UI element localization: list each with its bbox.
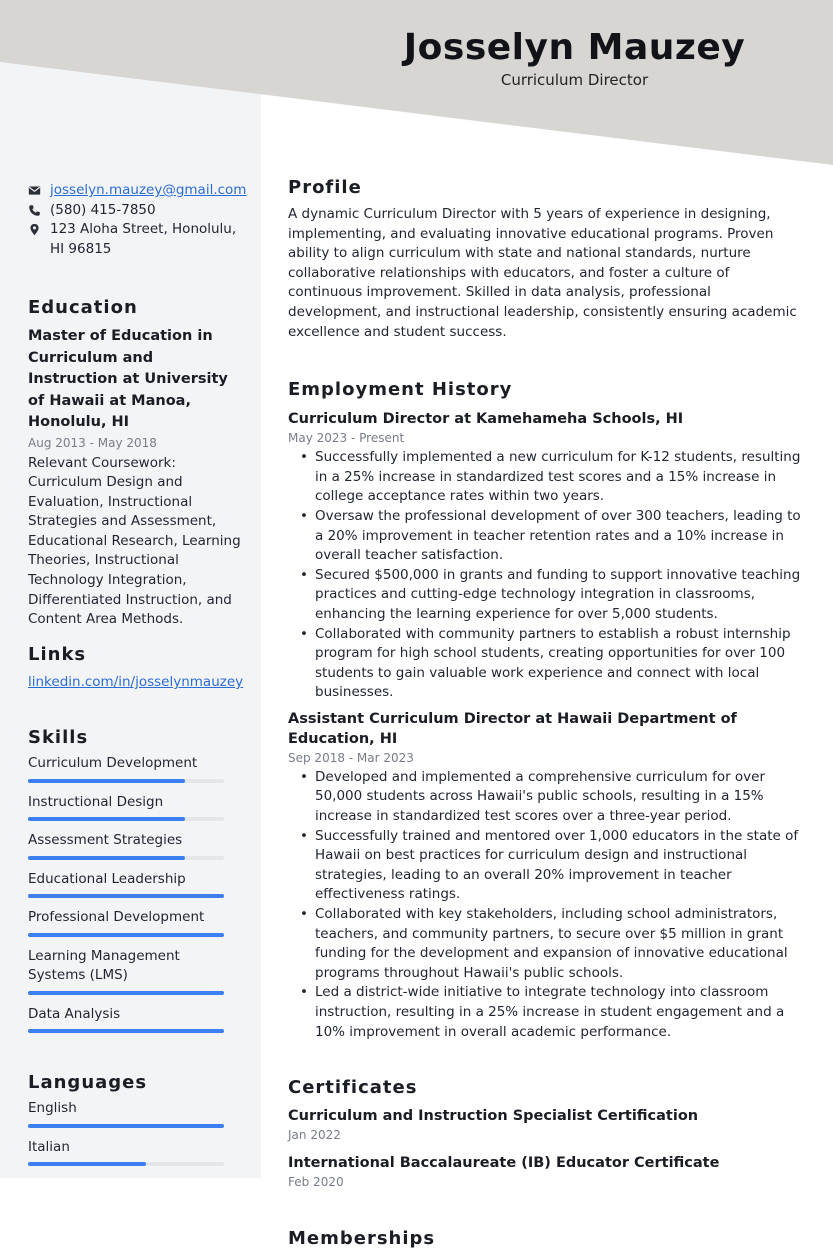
language-level-fill: [28, 1124, 224, 1128]
certificate-title: Curriculum and Instruction Specialist Certification: [288, 1108, 699, 1125]
skill-name: Curriculum Development: [28, 755, 198, 771]
skill-level-fill: [28, 856, 185, 860]
job-entry: [288, 709, 803, 1042]
skill-item: [28, 793, 224, 822]
skill-name: Learning Management Systems (LMS): [28, 947, 180, 983]
job-entry: [288, 409, 803, 703]
language-name: Italian: [28, 1138, 70, 1155]
links-section: [28, 643, 243, 692]
language-item: [28, 1099, 224, 1128]
language-item: [28, 1138, 224, 1167]
skill-name: Instructional Design: [28, 793, 164, 810]
language-level-bar: [28, 1162, 224, 1166]
skill-level-fill: [28, 779, 185, 783]
job-bullets: [288, 448, 803, 703]
memberships-section: [288, 1227, 803, 1251]
list-item: • Collaborated with community partners to establish a robust internship program for high school students, creating opportunities for over 100 students to gain valuable work experience and connect with local businesses.: [288, 625, 803, 703]
list-item: • Collaborated with key stakeholders, including school administrators, teachers, and community partners, to secure over $5 million in grant funding for the development and expansion of innovative educational programs throughout Hawaii's public schools.: [288, 905, 803, 983]
candidate-role: Curriculum Director: [500, 71, 649, 89]
profile-heading: Profile: [288, 177, 362, 198]
phone-number: (580) 415-7850: [50, 201, 156, 218]
skill-name: Data Analysis: [28, 1005, 121, 1022]
education-dates: Aug 2013 - May 2018: [28, 435, 157, 450]
address: [50, 220, 236, 259]
list-item: • Led a district-wide initiative to integrate technology into classroom instruction, resulting in a 25% increase in student engagement and a 10% improvement in overall academic performance.: [288, 983, 803, 1042]
location-pin-icon: [28, 220, 50, 236]
skill-item: [28, 908, 224, 937]
header: [260, 26, 833, 90]
skill-level-bar: [28, 779, 224, 783]
skill-level-fill: [28, 817, 185, 821]
skill-level-fill: [28, 991, 224, 995]
languages-heading: Languages: [28, 1072, 148, 1093]
skill-level-bar: [28, 856, 224, 860]
skill-level-bar: [28, 1029, 224, 1033]
skill-name: Assessment Strategies: [28, 832, 183, 848]
job-bullets: [288, 768, 803, 1042]
employment-heading: Employment History: [288, 379, 513, 401]
address-line1: 123 Aloha Street, Honolulu,: [50, 221, 237, 237]
education-degree: Master of Education in Curriculum and Instruction at University of Hawaii at Manoa, Honolulu, HI: [28, 328, 228, 430]
job-title: Assistant Curriculum Director at Hawaii Department of Education, HI: [288, 710, 737, 747]
profile-text: A dynamic Curriculum Director with 5 years of experience in designing, implementing, and evaluating innovative educational programs. Proven ability to align curriculum with state and national standards, nurture collaborative relationships with educators, and foster a culture of continuous improvement. Skilled in data analysis, professional development, and instructional leadership, consistently ensuring academic excellence and student success.: [288, 206, 797, 340]
skill-level-bar: [28, 894, 224, 898]
skill-name: Educational Leadership: [28, 870, 186, 887]
job-dates: Sep 2018 - Mar 2023: [288, 750, 414, 765]
employment-section: [288, 378, 803, 1042]
memberships-heading: Memberships: [288, 1228, 436, 1250]
skill-name: Professional Development: [28, 909, 205, 925]
contact-phone-row: [28, 201, 243, 221]
linkedin-link[interactable]: linkedin.com/in/josselynmauzey: [28, 674, 244, 690]
skill-level-fill: [28, 933, 224, 937]
certificates-heading: Certificates: [288, 1077, 418, 1099]
skill-level-bar: [28, 933, 224, 937]
list-item: • Successfully implemented a new curriculum for K-12 students, resulting in a 25% increase in standardized test scores and a 15% increase in college acceptance rates within two years.: [288, 448, 803, 507]
job-dates: May 2023 - Present: [288, 431, 405, 446]
certificate-date: Jan 2022: [288, 1128, 341, 1143]
envelope-icon: [28, 181, 50, 197]
skill-level-bar: [28, 817, 224, 821]
skills-section: [28, 726, 224, 1043]
list-item: • Secured $500,000 in grants and funding to support innovative teaching practices and cutting-edge technology integration in classrooms, enhancing the learning experience for over 5,000 students.: [288, 566, 803, 625]
job-title: Curriculum Director at Kamehameha Schools, HI: [288, 411, 684, 428]
education-section: [28, 296, 243, 630]
list-item: • Successfully trained and mentored over 1,000 educators in the state of Hawaii on best practices for curriculum design and instructional strategies, leading to an overall 20% improvement in teacher effectiveness ratings.: [288, 827, 803, 905]
skill-level-fill: [28, 1029, 224, 1033]
skill-level-fill: [28, 894, 224, 898]
contact-address-row: [28, 220, 243, 259]
address-line2: HI 96815: [50, 240, 112, 257]
profile-section: [288, 176, 803, 342]
skill-item: [28, 947, 224, 995]
certificate-title: International Baccalaureate (IB) Educator Certificate: [288, 1155, 720, 1172]
skill-item: [28, 1005, 224, 1034]
education-heading: Education: [28, 297, 138, 318]
skills-heading: Skills: [28, 727, 89, 748]
email-link[interactable]: josselyn.mauzey@gmail.com: [50, 182, 247, 198]
languages-section: [28, 1071, 224, 1176]
links-heading: Links: [28, 644, 87, 665]
skill-item: [28, 831, 224, 860]
skill-item: [28, 754, 224, 783]
language-level-bar: [28, 1124, 224, 1128]
certificate-entry: [288, 1153, 803, 1191]
certificates-section: [288, 1076, 803, 1191]
language-name: English: [28, 1100, 77, 1116]
language-level-fill: [28, 1162, 146, 1166]
certificate-entry: [288, 1106, 803, 1144]
list-item: • Oversaw the professional development of over 300 teachers, leading to a 20% improvement in teacher retention rates and a 10% increase in overall teacher satisfaction.: [288, 507, 803, 566]
skill-item: [28, 870, 224, 899]
skill-level-bar: [28, 991, 224, 995]
phone-icon: [28, 201, 50, 217]
contact-email-row: [28, 181, 247, 201]
candidate-name: Josselyn Mauzey: [403, 27, 746, 68]
education-description: Relevant Coursework: Curriculum Design and Evaluation, Instructional Strategies and Assessment, Educational Research, Learning Theories, Instructional Technology Integration, Differentiated Instruction, and Content Area Methods.: [28, 454, 241, 628]
list-item: • Developed and implemented a comprehensive curriculum for over 50,000 students across Hawaii's public schools, resulting in a 15% increase in standardized test scores over a three-year period.: [288, 768, 803, 827]
contact-info: [28, 181, 247, 259]
certificate-date: Feb 2020: [288, 1175, 344, 1190]
main-content: [288, 176, 803, 1251]
